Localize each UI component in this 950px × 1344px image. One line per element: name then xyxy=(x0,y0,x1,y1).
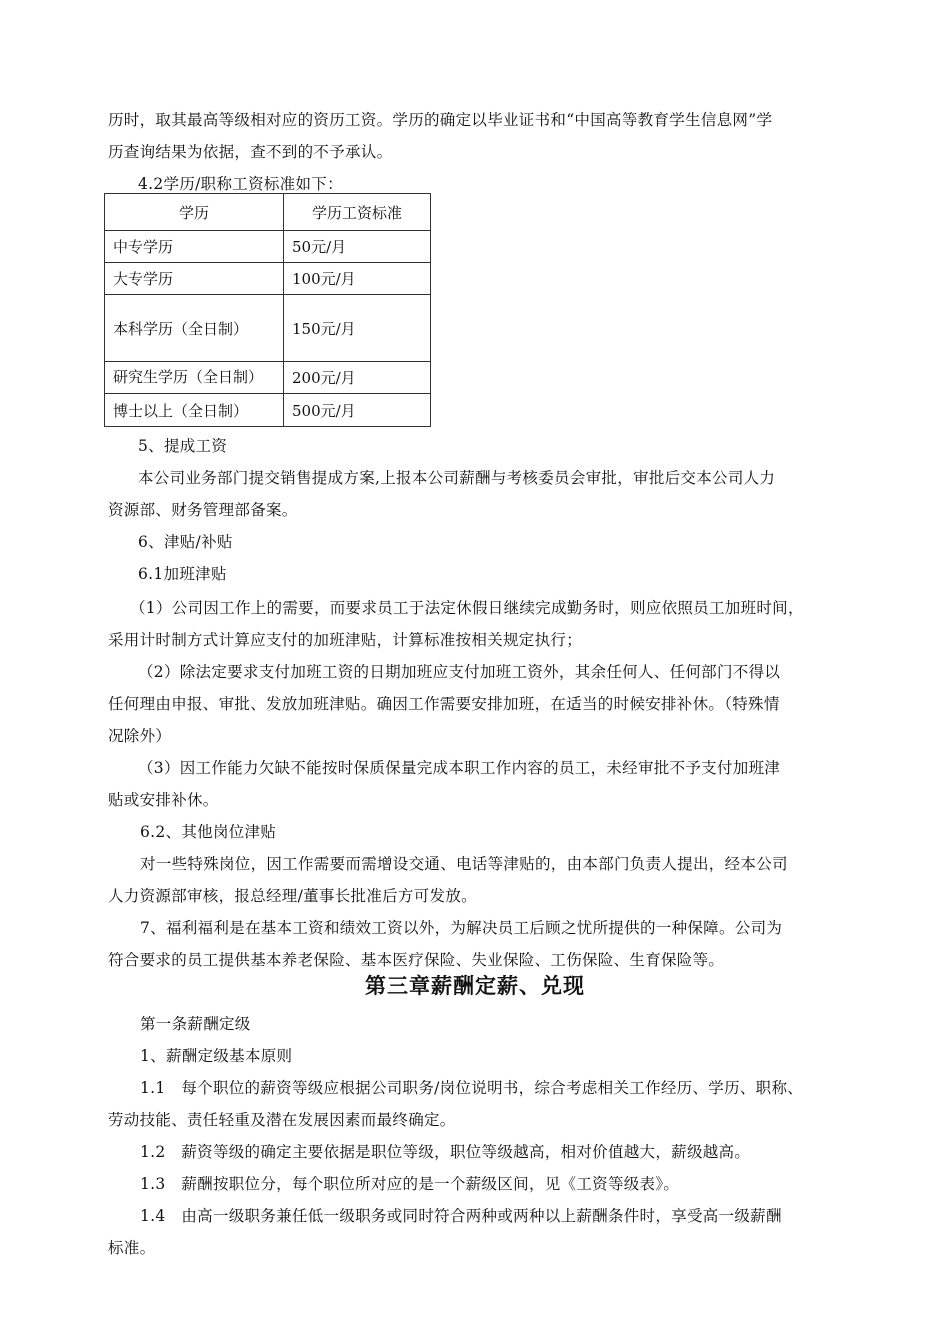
paragraph-line: 1.4 由高一级职务兼任低一级职务或同时符合两种或两种以上薪酬条件时，享受高一级薪酬 xyxy=(140,1207,782,1225)
paragraph-line: 资源部、财务管理部备案。 xyxy=(108,501,298,519)
section-heading: 4.2学历/职称工资标准如下： xyxy=(138,175,343,193)
table-cell: 博士以上（全日制） xyxy=(105,394,284,427)
table-cell: 大专学历 xyxy=(105,263,284,295)
table-header-cell: 学历工资标准 xyxy=(284,194,431,231)
paragraph-line: 1.2 薪资等级的确定主要依据是职位等级，职位等级越高，相对价值越大，薪级越高。 xyxy=(140,1143,751,1161)
paragraph-line: （2）除法定要求支付加班工资的日期加班应支付加班工资外，其余任何人、任何部门不得以 xyxy=(138,663,781,681)
paragraph-line: 采用计时制方式计算应支付的加班津贴，计算标准按相关规定执行； xyxy=(108,631,583,649)
education-salary-table xyxy=(104,193,431,427)
table-cell: 中专学历 xyxy=(105,231,284,263)
table-header-row xyxy=(105,194,431,231)
table-row xyxy=(105,362,431,394)
table-cell: 500元/月 xyxy=(284,394,431,427)
table-cell: 本科学历（全日制） xyxy=(105,295,284,362)
paragraph-line: 贴或安排补休。 xyxy=(108,791,219,809)
table-row xyxy=(105,231,431,263)
paragraph-line: 历时，取其最高等级相对应的资历工资。学历的确定以毕业证书和“中国高等教育学生信息网”学 xyxy=(108,111,773,129)
paragraph-line: 对一些特殊岗位，因工作需要而需增设交通、电话等津贴的，由本部门负责人提出，经本公司 xyxy=(140,855,788,873)
table-cell: 200元/月 xyxy=(284,362,431,394)
section-heading: 6.2、其他岗位津贴 xyxy=(140,823,277,841)
article-heading: 第一条薪酬定级 xyxy=(140,1015,251,1033)
paragraph-line: 况除外） xyxy=(108,727,172,745)
paragraph-line: 符合要求的员工提供基本养老保险、基本医疗保险、失业保险、工伤保险、生育保险等。 xyxy=(108,951,725,969)
paragraph-line: （1）公司因工作上的需要，而要求员工于法定休假日继续完成勤务时，则应依照员工加班时间， xyxy=(130,599,804,617)
table-row xyxy=(105,295,431,362)
section-heading: 1、薪酬定级基本原则 xyxy=(140,1047,293,1065)
table-header-cell: 学历 xyxy=(105,194,284,231)
paragraph-line: 任何理由申报、审批、发放加班津贴。确因工作需要安排加班，在适当的时候安排补休。（特殊情 xyxy=(108,695,780,713)
table-row xyxy=(105,394,431,427)
table-cell: 100元/月 xyxy=(284,263,431,295)
paragraph-line: 劳动技能、责任轻重及潜在发展因素而最终确定。 xyxy=(108,1111,456,1129)
paragraph-line: 7、福利福利是在基本工资和绩效工资以外，为解决员工后顾之忧所提供的一种保障。公司为 xyxy=(140,919,783,937)
paragraph-line: 1.3 薪酬按职位分，每个职位所对应的是一个薪级区间，见《工资等级表》。 xyxy=(140,1175,680,1193)
paragraph-line: 1.1 每个职位的薪资等级应根据公司职务/岗位说明书，综合考虑相关工作经历、学历、职称、 xyxy=(140,1079,804,1097)
section-heading: 5、提成工资 xyxy=(138,437,228,455)
table-cell: 150元/月 xyxy=(284,295,431,362)
section-heading: 6、津贴/补贴 xyxy=(138,533,233,551)
paragraph-line: （3）因工作能力欠缺不能按时保质保量完成本职工作内容的员工，未经审批不予支付加班津 xyxy=(138,759,781,777)
chapter-title: 第三章薪酬定薪、兑现 xyxy=(365,974,585,998)
table-row xyxy=(105,263,431,295)
paragraph-line: 标准。 xyxy=(108,1239,156,1257)
section-heading: 6.1加班津贴 xyxy=(138,565,227,583)
paragraph-line: 人力资源部审核，报总经理/董事长批准后方可发放。 xyxy=(108,887,477,905)
table-cell: 50元/月 xyxy=(284,231,431,263)
paragraph-line: 历查询结果为依据，查不到的不予承认。 xyxy=(108,143,393,161)
table-cell: 研究生学历（全日制） xyxy=(105,362,284,394)
paragraph-line: 本公司业务部门提交销售提成方案,上报本公司薪酬与考核委员会审批，审批后交本公司人力 xyxy=(138,469,776,487)
